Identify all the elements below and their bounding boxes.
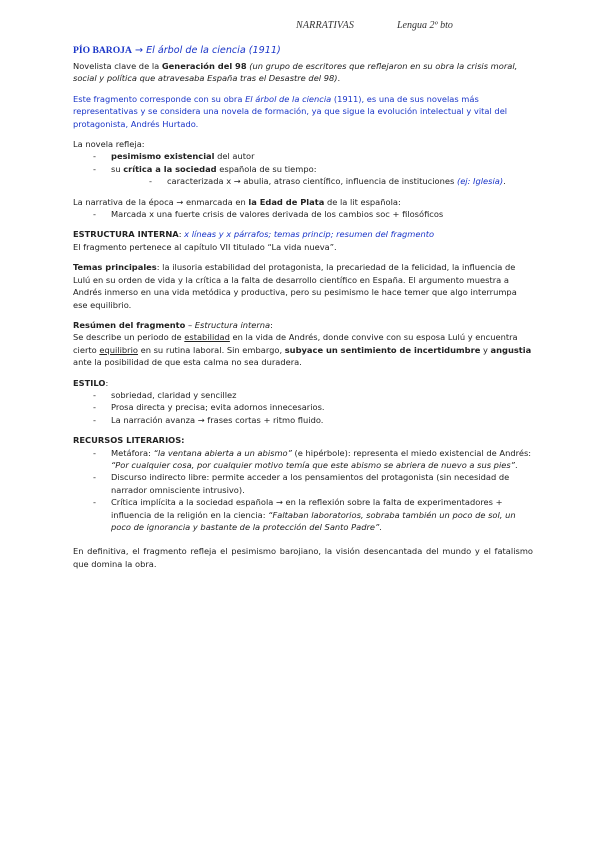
epoch-lead: La narrativa de la época → enmarcada en la Edad de Plata de la lit española: (73, 196, 401, 207)
chapter-line: El fragmento pertenece al capítulo VII titulado “La vida nueva”. (73, 241, 337, 252)
themes-paragraph: Temas principales: la ilusoria estabilidad del protagonista, la precariedad de la felicidad, la influencia de Lulú en su orden de vida y la crítica a la falta de desarrollo científico en España. El argumento muestra a Andrés inmerso en una vida metódica y productiva, pero su pesimismo le hace temer que algo interrumpa ese equilibrio. (73, 262, 517, 310)
epoch-list (73, 208, 533, 220)
header-section-title: NARRATIVAS (296, 20, 355, 31)
list-item: - La narración avanza → frases cortas + ritmo fluido. (73, 414, 533, 426)
reflects-list (73, 150, 533, 187)
running-header (0, 20, 600, 34)
reflects-lead: La novela refleja: (73, 139, 145, 150)
intro-paragraph: Novelista clave de la Generación del 98 (un grupo de escritores que reflejaron en su obra la crisis moral, social y política que atravesaba España tras el Desastre del 98). (73, 61, 518, 84)
document-body (73, 44, 533, 578)
style-list (73, 389, 533, 426)
reflects-sublist (111, 175, 533, 187)
author-name: PÍO BAROJA (73, 45, 132, 56)
list-item: - Marcada x una fuerte crisis de valores derivada de los cambios soc + filosóficos (73, 208, 533, 220)
header-subject: Lengua 2º bto (397, 20, 453, 31)
devices-heading: RECURSOS LITERARIOS: (73, 435, 185, 446)
summary-heading: Resúmen del fragmento – Estructura interna: (73, 319, 273, 330)
work-title: El árbol de la ciencia (1911) (146, 45, 281, 56)
list-item: - Metáfora: “la ventana abierta a un abismo” (e hipérbole): representa el miedo existencial de Andrés: “Por cualquier cosa, por cualquier motivo temía que este abismo se abriera de nuevo a sus pies”. (73, 447, 533, 472)
list-item: - Prosa directa y precisa; evita adornos innecesarios. (73, 401, 533, 413)
list-item: - Discurso indirecto libre: permite acceder a los pensamientos del protagonista (sin necesidad de narrador omnisciente intrusivo). (73, 471, 533, 496)
style-heading: ESTILO: (73, 377, 109, 388)
conclusion-paragraph: En definitiva, el fragmento refleja el pesimismo barojiano, la visión desencantada del mundo y el fatalismo que domina la obra. (73, 546, 533, 569)
list-item: - caracterizada x → abulia, atraso científico, influencia de instituciones (ej: Iglesia). (111, 175, 533, 187)
list-item: - Crítica implícita a la sociedad española → en la reflexión sobre la falta de experimentadores + influencia de la religión en la ciencia: “Faltaban laboratorios, sobraba también un poco de sol, un poco de ignorancia y bastante de la protección del Santo Padre”. (73, 496, 533, 533)
list-item: - sobriedad, claridad y sencillez (73, 389, 533, 401)
document-title (73, 44, 533, 57)
devices-list (73, 447, 533, 534)
fragment-context-paragraph: Este fragmento corresponde con su obra El árbol de la ciencia (1911), es una de sus novelas más representativas y se considera una novela de formación, ya que sigue la evolución intelectual y vital del protagonista, Andrés Hurtado. (73, 93, 508, 129)
summary-paragraph: Se describe un periodo de estabilidad en la vida de Andrés, donde convive con su esposa Lulú y encuentra cierto equilibrio en su rutina laboral. Sin embargo, subyace un sentimiento de incertidumbre y angustia ante la posibilidad de que esta calma no sea duradera. (73, 332, 532, 368)
structure-heading: ESTRUCTURA INTERNA: x líneas y x párrafos; temas princip; resumen del fragmento (73, 229, 435, 240)
arrow-icon: → (134, 45, 144, 56)
list-item: - pesimismo existencial del autor (73, 150, 533, 162)
list-item: - su crítica a la sociedad española de su tiempo: - caracterizada x → abulia, atraso científico, influencia de instituciones (ej: Iglesia). (73, 163, 533, 188)
